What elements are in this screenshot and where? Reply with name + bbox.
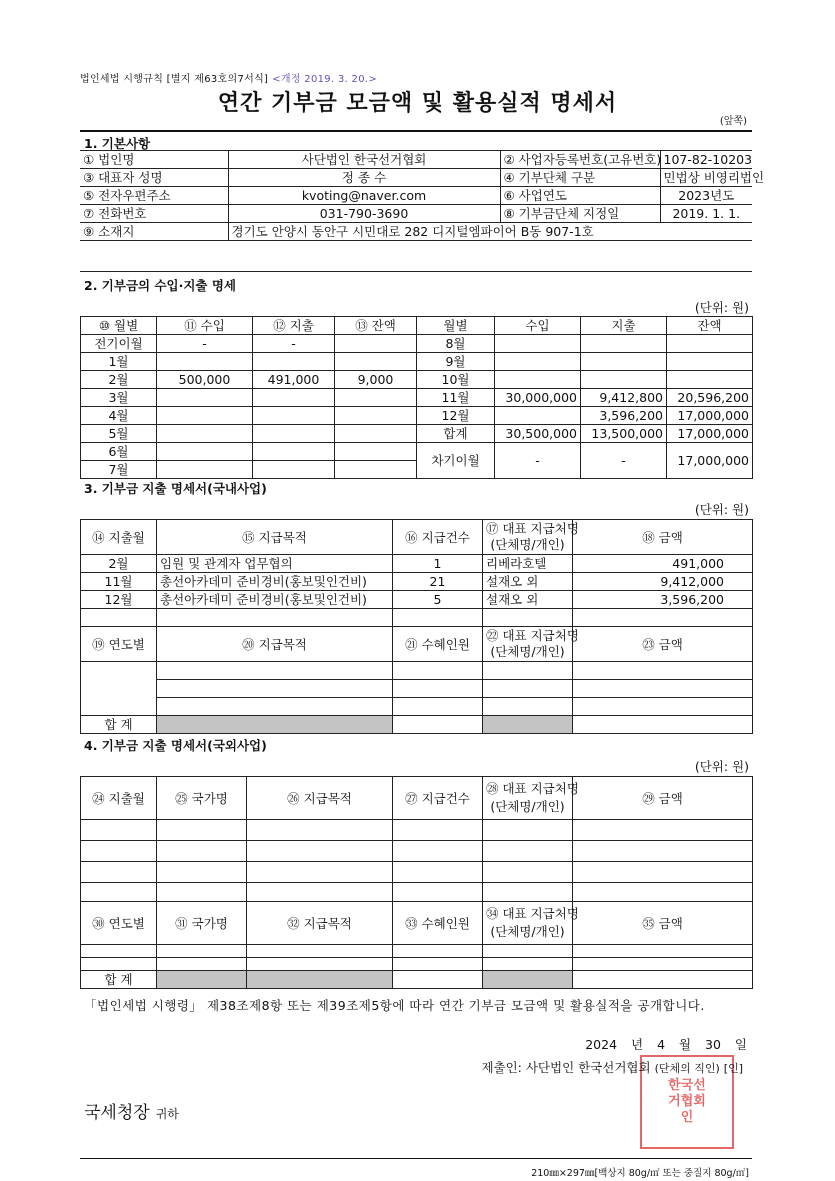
empty-cell [573, 841, 753, 862]
empty-cell [483, 841, 573, 862]
balance-cell [335, 389, 417, 407]
empty-row [81, 862, 753, 883]
monthly-row [81, 389, 753, 407]
empty-cell [393, 680, 483, 698]
spacer-row [80, 241, 752, 272]
month-cell: 3월 [81, 389, 157, 407]
column-header: ㉖ 지급목적 [247, 777, 393, 820]
expense-cell [253, 425, 335, 443]
shaded-cell [483, 716, 573, 734]
page-title: 연간 기부금 모금액 및 활용실적 명세서 [217, 91, 618, 116]
empty-cell [483, 609, 573, 627]
balance-cell: 17,000,000 [667, 407, 753, 425]
seal-mark: [인] [723, 1062, 743, 1075]
recipient-cell: 리베라호텔 [483, 555, 573, 573]
field-label: ④ 기부단체 구분 [500, 169, 660, 187]
column-header: ⑫ 지출 [253, 317, 335, 335]
header-row [81, 777, 753, 820]
month-cell: 10월 [417, 371, 495, 389]
empty-cell [393, 662, 483, 680]
balance-cell [335, 353, 417, 371]
expense-cell [253, 407, 335, 425]
income-cell: 30,000,000 [495, 389, 581, 407]
page-side-label: (앞쪽) [719, 116, 747, 127]
monthly-row [81, 335, 753, 353]
column-header [483, 627, 579, 662]
header-row [81, 520, 753, 555]
month-cell: 11월 [81, 573, 157, 591]
field-label: ⑧ 기부금단체 지정일 [500, 205, 660, 223]
basic-info-row [80, 205, 752, 223]
expense-cell: 9,412,800 [581, 389, 667, 407]
shaded-cell [483, 971, 573, 989]
expense-cell [581, 353, 667, 371]
stamp-text: 한국선거협회인 [668, 1078, 706, 1125]
amount-cell: 491,000 [573, 555, 753, 573]
monthly-row [81, 353, 753, 371]
month-cell: 2월 [81, 555, 157, 573]
empty-cell [157, 862, 247, 883]
empty-row [81, 841, 753, 862]
income-cell: 500,000 [157, 371, 253, 389]
empty-cell [573, 883, 753, 902]
month-cell: 2월 [81, 371, 157, 389]
empty-cell [247, 841, 393, 862]
income-cell [157, 353, 253, 371]
domestic-expense-table [80, 519, 753, 734]
balance-cell: 17,000,000 [667, 443, 753, 479]
empty-cell [573, 958, 753, 971]
empty-cell [573, 662, 753, 680]
empty-row [81, 958, 753, 971]
count-cell: 1 [393, 555, 483, 573]
total-row [81, 971, 753, 989]
expense-cell [253, 443, 335, 461]
income-cell [157, 389, 253, 407]
balance-cell: 17,000,000 [667, 425, 753, 443]
empty-cell [393, 609, 483, 627]
basic-info-row [80, 151, 752, 169]
balance-cell [667, 371, 753, 389]
empty-cell [247, 958, 393, 971]
income-cell [495, 407, 581, 425]
monthly-row [81, 425, 753, 443]
total-label: 합 계 [81, 716, 157, 734]
income-cell: - [495, 443, 581, 479]
balance-cell [667, 335, 753, 353]
balance-cell: 20,596,200 [667, 389, 753, 407]
empty-cell [157, 958, 247, 971]
column-header: ㉚ 연도별 [81, 902, 157, 945]
column-header: ㉛ 국가명 [157, 902, 247, 945]
section1-title: 1. 기본사항 [84, 136, 151, 151]
addressee [84, 1098, 179, 1123]
addressee-name: 국세청장 [84, 1103, 150, 1123]
expense-cell [581, 335, 667, 353]
expense-cell: - [581, 443, 667, 479]
column-header: ⑮ 지급목적 [157, 520, 393, 555]
overseas-expense-table [80, 776, 753, 989]
income-cell [157, 425, 253, 443]
month-cell: 9월 [417, 353, 495, 371]
empty-cell [247, 945, 393, 958]
expense-row [81, 573, 753, 591]
empty-cell [81, 945, 157, 958]
count-cell: 5 [393, 591, 483, 609]
revision-note: <개정 2019. 3. 20.> [272, 74, 378, 85]
empty-cell [157, 662, 393, 680]
expense-cell: 13,500,000 [581, 425, 667, 443]
spacer-row [81, 609, 753, 627]
section3-unit: (단위: 원) [694, 502, 749, 517]
top-divider [80, 130, 752, 132]
empty-cell [483, 862, 573, 883]
empty-cell [483, 945, 573, 958]
field-label: ⑦ 전화번호 [80, 205, 228, 223]
amount-cell: 9,412,000 [573, 573, 753, 591]
balance-cell [335, 407, 417, 425]
empty-cell [573, 609, 753, 627]
amount-cell: 3,596,200 [573, 591, 753, 609]
column-header: ⑱ 금액 [573, 520, 753, 555]
header-line: (단체명/개인) [490, 537, 565, 552]
field-value: kvoting@naver.com [228, 187, 500, 205]
balance-cell [335, 425, 417, 443]
shaded-cell [157, 716, 393, 734]
month-cell: 4월 [81, 407, 157, 425]
empty-cell [483, 958, 573, 971]
income-expense-table [80, 316, 753, 479]
column-header: ⑪ 수입 [157, 317, 253, 335]
column-header: ⑳ 지급목적 [157, 627, 393, 662]
column-header: 수입 [495, 317, 581, 335]
month-cell: 6월 [81, 443, 157, 461]
header-row [81, 627, 753, 662]
addressee-suffix: 귀하 [155, 1107, 179, 1121]
field-label: ② 사업자등록번호(고유번호) [500, 151, 660, 169]
income-cell [495, 371, 581, 389]
column-header: ㉑ 수혜인원 [393, 627, 483, 662]
empty-cell [573, 820, 753, 841]
paper-spec-footer: 210㎜×297㎜[백상지 80g/㎡ 또는 중질지 80g/㎡] [531, 1168, 749, 1179]
submitter-line [481, 1058, 743, 1076]
section4-title: 4. 기부금 지출 명세서(국외사업) [84, 738, 267, 753]
balance-cell [667, 353, 753, 371]
income-cell: - [157, 335, 253, 353]
field-value: 031-790-3690 [228, 205, 500, 223]
empty-cell [157, 883, 247, 902]
column-header: ㉕ 국가명 [157, 777, 247, 820]
empty-cell [393, 841, 483, 862]
empty-cell [393, 971, 483, 989]
income-cell [495, 353, 581, 371]
empty-cell [157, 945, 247, 958]
empty-row [81, 662, 753, 680]
section2-title: 2. 기부금의 수입·지출 명세 [84, 278, 237, 293]
empty-cell [81, 958, 157, 971]
balance-cell [335, 443, 417, 461]
empty-cell [483, 883, 573, 902]
column-header: 잔액 [667, 317, 753, 335]
empty-cell [157, 680, 393, 698]
empty-cell [573, 945, 753, 958]
empty-cell [393, 945, 483, 958]
recipient-cell: 설재오 외 [483, 591, 573, 609]
field-value: 2023년도 [660, 187, 752, 205]
income-cell: 30,500,000 [495, 425, 581, 443]
basic-info-row [80, 187, 752, 205]
field-label: ⑥ 사업연도 [500, 187, 660, 205]
month-cell: 1월 [81, 353, 157, 371]
purpose-cell: 총선아카데미 준비경비(홍보및인건비) [157, 591, 393, 609]
shaded-cell [247, 971, 393, 989]
empty-cell [393, 716, 483, 734]
column-header [483, 902, 579, 945]
total-label: 합 계 [81, 971, 157, 989]
monthly-row [81, 443, 753, 461]
empty-cell [573, 698, 753, 716]
header-row [81, 902, 753, 945]
month-cell: 전기이월 [81, 335, 157, 353]
empty-cell [247, 820, 393, 841]
empty-cell [573, 971, 753, 989]
header-line: (단체명/개인) [490, 924, 565, 939]
column-header: ⑯ 지급건수 [393, 520, 483, 555]
month-cell: 5월 [81, 425, 157, 443]
month-cell: 8월 [417, 335, 495, 353]
spacer-row [81, 883, 753, 902]
section4-unit: (단위: 원) [694, 759, 749, 774]
empty-cell [393, 698, 483, 716]
address-value: 경기도 안양시 동안구 시민대로 282 디지털엠파이어 B동 907-1호 [228, 223, 752, 241]
section2-unit: (단위: 원) [694, 300, 749, 315]
field-value: 정 종 수 [228, 169, 500, 187]
submitter-name: 사단법인 한국선거협회 [525, 1060, 651, 1075]
address-row [80, 223, 752, 241]
empty-cell [247, 862, 393, 883]
column-header: ⑩ 월별 [81, 317, 157, 335]
header-line: ⑰ 대표 지급처명 [486, 521, 579, 536]
column-header: ㉜ 지급목적 [247, 902, 393, 945]
declaration-text: 「법인세법 시행령」 제38조제8항 또는 제39조제5항에 따라 연간 기부금 모금액 및 활용실적을 공개합니다. [84, 998, 705, 1013]
income-cell [495, 335, 581, 353]
empty-cell [81, 609, 157, 627]
form-ref-text: 법인세법 시행규칙 [별지 제63호의7서식] [80, 74, 269, 85]
column-header: ⑬ 잔액 [335, 317, 417, 335]
month-cell: 12월 [81, 591, 157, 609]
purpose-cell: 총선아카데미 준비경비(홍보및인건비) [157, 573, 393, 591]
expense-cell [581, 371, 667, 389]
expense-cell: - [253, 335, 335, 353]
submission-date: 2024 년 4 월 30 일 [585, 1037, 747, 1052]
empty-cell [483, 680, 573, 698]
column-header: ⑲ 연도별 [81, 627, 157, 662]
column-header: 월별 [417, 317, 495, 335]
income-cell [157, 443, 253, 461]
month-cell: 7월 [81, 461, 157, 479]
spacer-cell [80, 241, 752, 272]
balance-cell [335, 335, 417, 353]
monthly-row [81, 371, 753, 389]
header-line: ㉞ 대표 지급처명 [486, 906, 579, 921]
empty-row [81, 698, 753, 716]
empty-cell [393, 883, 483, 902]
header-line: (단체명/개인) [490, 644, 565, 659]
field-label: ① 법인명 [80, 151, 228, 169]
seal-note: (단체의 직인) [654, 1062, 720, 1075]
section3-title: 3. 기부금 지출 명세서(국내사업) [84, 481, 267, 496]
empty-cell [247, 883, 393, 902]
empty-cell [81, 820, 157, 841]
month-cell: 11월 [417, 389, 495, 407]
column-header: ㉟ 금액 [573, 902, 753, 945]
purpose-cell: 임원 및 관계자 업무협의 [157, 555, 393, 573]
month-cell: 12월 [417, 407, 495, 425]
income-cell [157, 407, 253, 425]
header-line: ㉘ 대표 지급처명 [486, 781, 579, 796]
expense-cell [253, 461, 335, 479]
empty-cell [81, 862, 157, 883]
column-header: ⑭ 지출월 [81, 520, 157, 555]
total-row [81, 716, 753, 734]
income-cell [157, 461, 253, 479]
expense-cell: 491,000 [253, 371, 335, 389]
field-label: ⑤ 전자우편주소 [80, 187, 228, 205]
column-header: 지출 [581, 317, 667, 335]
empty-cell [81, 662, 157, 716]
empty-cell [157, 609, 393, 627]
empty-cell [81, 841, 157, 862]
expense-cell: 3,596,200 [581, 407, 667, 425]
empty-cell [483, 820, 573, 841]
header-line: (단체명/개인) [490, 799, 565, 814]
empty-row [81, 820, 753, 841]
month-cell: 차기이월 [417, 443, 495, 479]
shaded-cell [157, 971, 247, 989]
empty-cell [81, 883, 157, 902]
empty-cell [573, 716, 753, 734]
recipient-cell: 설재오 외 [483, 573, 573, 591]
submitter-label: 제출인: [481, 1060, 522, 1075]
month-cell: 합계 [417, 425, 495, 443]
empty-cell [157, 698, 393, 716]
column-header [483, 520, 579, 555]
column-header: ㉙ 금액 [573, 777, 753, 820]
expense-cell [253, 389, 335, 407]
empty-cell [483, 698, 573, 716]
column-header: ㉗ 지급건수 [393, 777, 483, 820]
field-value: 107-82-10203 [660, 151, 752, 169]
column-header: ㉝ 수혜인원 [393, 902, 483, 945]
empty-row [81, 945, 753, 958]
basic-info-table [80, 150, 765, 272]
monthly-row [81, 407, 753, 425]
field-label: ③ 대표자 성명 [80, 169, 228, 187]
bottom-divider [80, 1158, 752, 1159]
form-reference [80, 70, 377, 85]
expense-row [81, 555, 753, 573]
field-value: 민법상 비영리법인 [660, 169, 752, 187]
basic-info-row [80, 169, 752, 187]
column-header [483, 777, 579, 820]
empty-cell [157, 841, 247, 862]
balance-cell [335, 461, 417, 479]
empty-row [81, 680, 753, 698]
balance-cell: 9,000 [335, 371, 417, 389]
header-line: ㉒ 대표 지급처명 [486, 628, 579, 643]
field-label: ⑨ 소재지 [80, 223, 228, 241]
column-header: ㉔ 지출월 [81, 777, 157, 820]
empty-cell [393, 958, 483, 971]
field-value: 사단법인 한국선거협회 [228, 151, 500, 169]
column-header: ㉓ 금액 [573, 627, 753, 662]
expense-row [81, 591, 753, 609]
header-row [81, 317, 753, 335]
expense-cell [253, 353, 335, 371]
empty-cell [483, 662, 573, 680]
field-value: 2019. 1. 1. [660, 205, 752, 223]
empty-cell [393, 862, 483, 883]
empty-cell [393, 820, 483, 841]
empty-cell [573, 680, 753, 698]
empty-cell [157, 820, 247, 841]
count-cell: 21 [393, 573, 483, 591]
empty-cell [573, 862, 753, 883]
